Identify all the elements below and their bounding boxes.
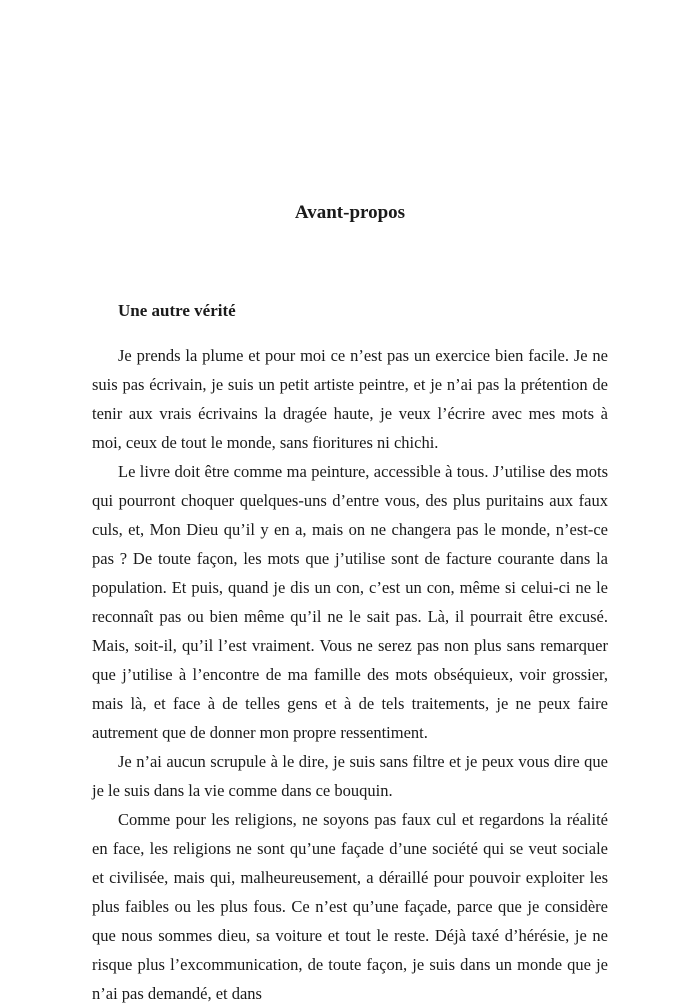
paragraph-1: Je prends la plume et pour moi ce n’est pas un exercice bien facile. Je ne suis pas écrivain, je suis un petit artiste peintre, et je n’ai pas la prétention de tenir aux vrais écrivains la dragée haute, je veux l’écrire avec mes mots à moi, ceux de tout le monde, sans fioritures ni chichi.	[92, 346, 608, 452]
page-title: Avant-propos	[294, 202, 406, 223]
paragraph-3: Je n’ai aucun scrupule à le dire, je suis sans filtre et je peux vous dire que je le suis dans la vie comme dans ce bouquin.	[92, 752, 608, 800]
paragraph-4: Comme pour les religions, ne soyons pas faux cul et regardons la réalité en face, les religions ne sont qu’une façade d’une société qui se veut sociale et civilisée, mais qui, malheureusement, a déraillé pour pouvoir exploiter les plus faibles ou les plus fous. Ce n’est qu’une façade, parce que je considère que nous sommes dieu, sa voiture et tout le reste. Déjà taxé d’hérésie, je ne risque plus l’excommunication, de toute façon, je suis dans un monde que je n’ai pas demandé, et dans	[92, 810, 608, 1003]
section-heading: Une autre vérité	[118, 301, 236, 320]
body-text	[92, 341, 608, 1008]
paragraph-2: Le livre doit être comme ma peinture, accessible à tous. J’utilise des mots qui pourront choquer quelques-uns d’entre vous, des plus puritains aux faux culs, et, Mon Dieu qu’il y en a, mais on ne changera pas le monde, n’est-ce pas ? De toute façon, les mots que j’utilise sont de facture courante dans la population. Et puis, quand je dis un con, c’est un con, même si celui-ci ne le reconnaît pas ou bien même qu’il ne le sait pas. Là, il pourrait être excusé. Mais, soit-il, qu’il l’est vraiment. Vous ne serez pas non plus sans remarquer que j’utilise à l’encontre de ma famille des mots obséquieux, voir grossier, mais là, et face à de telles gens et à de tels traitements, je ne peux faire autrement que de donner mon propre ressentiment.	[92, 462, 608, 742]
